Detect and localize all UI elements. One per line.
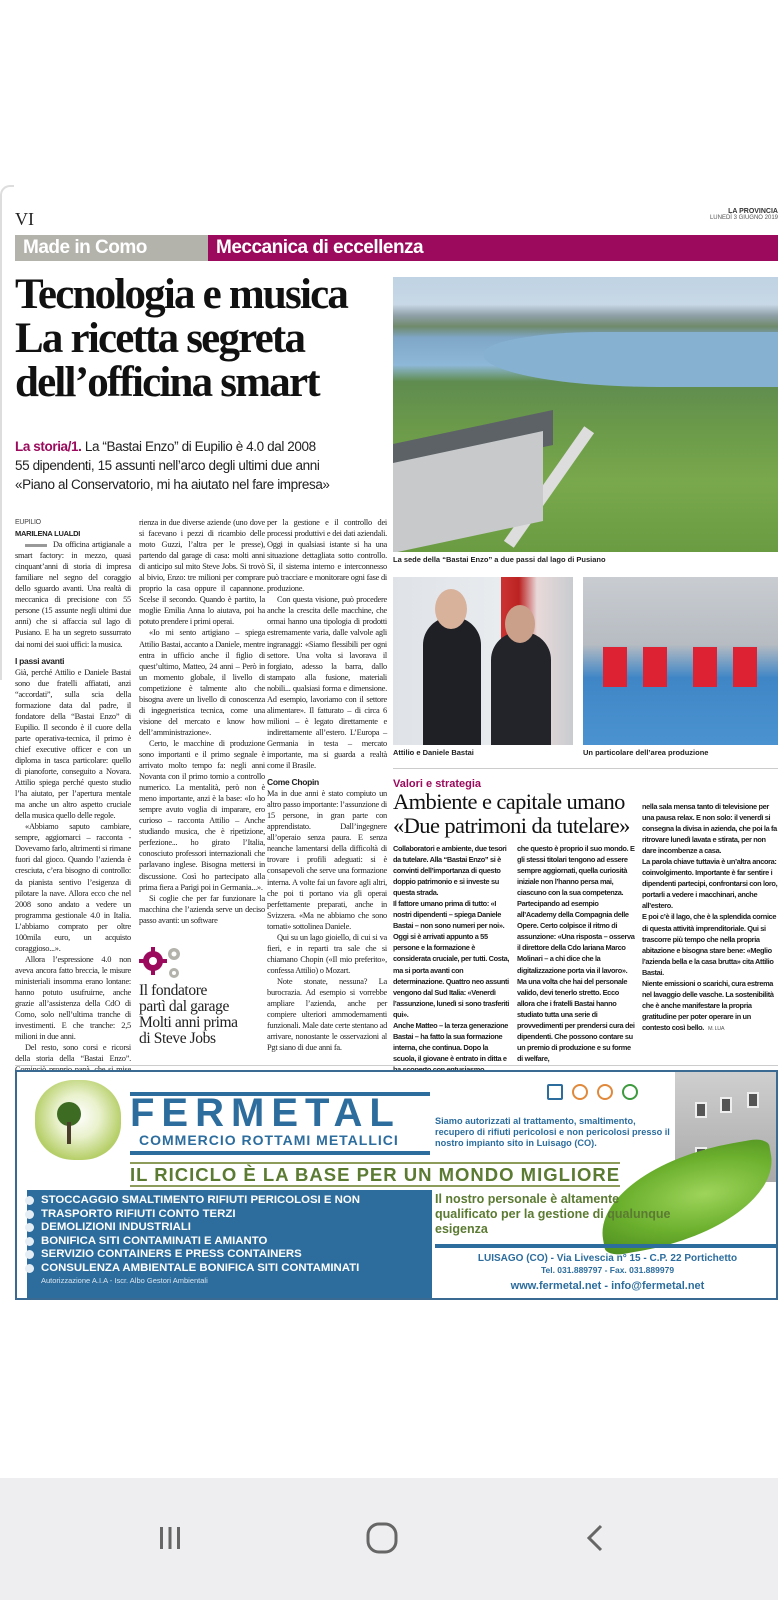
subtitle: Come Chopin (267, 777, 319, 788)
article2-column-3 (642, 801, 778, 1035)
gears-icon (139, 943, 189, 983)
ad-web[interactable]: www.fermetal.net - info@fermetal.net (510, 1280, 705, 1292)
paragraph: Del resto, sono corsi e ricorsi della storia della “Bastai Enzo”. (15, 1043, 131, 1064)
service-item: SERVIZIO CONTAINERS E PRESS CONTAINERS (41, 1248, 432, 1262)
paragraph: La parola chiave tuttavia è un’altra ancora: coinvolgimento. Importante è far sentire i dipendenti partecipi, confrontarsi con loro, portarli a vedere i macchinari, anche all’estero. (642, 857, 778, 911)
certification-badges (547, 1084, 638, 1100)
recent-apps-icon (155, 1523, 185, 1553)
headline-line: dell’officina smart (15, 359, 319, 406)
photo-factory-lake (393, 277, 778, 552)
newspaper-name: LA PROVINCIA (728, 208, 778, 215)
pull-quote-title (139, 983, 279, 1047)
article-column-3 (267, 517, 387, 1053)
service-item: BONIFICA SITI CONTAMINATI E AMIANTO (41, 1235, 432, 1249)
section-label: Made in Como (15, 235, 208, 261)
article-column-2 (139, 517, 265, 926)
masthead (710, 208, 778, 221)
paragraph: Il fattore umano prima di tutto: «I nostri dipendenti – spiega Daniele Bastai – non sono numeri per noi». Oggi si è arrivati appunto a 55 persone e la formazione è considerata cruciale, per tutti. Costa, ma si porta avanti con determinazione. Quattro neo assunti vengono dal Sud Italia: «Venerdì l’assunzione, lunedì si sono trasferiti qui». (393, 899, 510, 1019)
headline-line: La ricetta segreta (15, 315, 305, 362)
home-icon (364, 1520, 400, 1556)
article-column-1 (15, 517, 131, 1086)
headline-line: Tecnologia e musica (15, 271, 348, 318)
subtitle: I passi avanti (15, 655, 65, 666)
tree-trunk (67, 1122, 71, 1144)
back-button[interactable] (566, 1508, 626, 1568)
paragraph: Anche Matteo – la terza generazione Bastai – ha fatto la sua formazione interna, che continua. Dopo la scuola, il giovane è entrato in ditta e (393, 1020, 509, 1063)
back-icon (581, 1523, 611, 1553)
article2-column-2 (517, 843, 635, 1064)
photo-production-area (583, 577, 778, 745)
contact-rule (435, 1244, 778, 1248)
page-number: VI (15, 209, 34, 229)
article2-column-1 (393, 843, 511, 1075)
divider (393, 768, 778, 769)
ad-phone: Tel. 031.889797 - Fax. 031.889979 (540, 1265, 675, 1275)
ad-address: LUISAGO (CO) - Via Livescia n° 15 - C.P. 22 Portichetto (477, 1253, 738, 1264)
service-item: STOCCAGGIO SMALTIMENTO RIFIUTI PERICOLOSI E NON (41, 1194, 432, 1208)
brand-rule (130, 1151, 430, 1155)
android-navigation-bar (0, 1478, 778, 1600)
dateline: EUPILIO (15, 519, 41, 526)
ad-services-list (27, 1190, 432, 1300)
viewer-page-edge (0, 185, 14, 680)
paragraph: Certo, le macchine di produzione sono importanti e il primo segnale è arrivato molto tempo fa: negli anni Novanta con il primo tornio a controllo numerico. La mentalità, però non è meno importante, anzi è la base: «Io ho sempre avuto voglia di imparare, ero curioso – racconta Attilio – Anche studiando musica, che è ripetizione, perfezione... ho girato l’Italia, conosciuto professori internazionali che parlavano inglese. Bisogna mettersi in discussione. Così ho partecipato alla prima fiera a Parigi poi in Germania...». (139, 738, 265, 892)
iso-badge-icon (597, 1084, 613, 1100)
divider (15, 1065, 778, 1066)
paragraph: Si coglie che per far funzionare la macchina che l’azienda serve un deciso passo avanti: un software (139, 893, 265, 925)
iso-badge-icon (572, 1084, 588, 1100)
byline: MARILENA LUALDI (15, 529, 81, 539)
paragraph: «Io mi sento artigiano – spiega Attilio Bastai, accanto a Daniele, mentre entra in ufficio anche il figlio di quest’ultimo, Matteo, 24 anni – Però in un momento globale, il livello di competizione è talmente alto che bisogna avere un livello di conoscenza di ingegneristica tecnica, come una visione del mercato e know how dell’amministrazione». (139, 628, 265, 737)
paragraph: Note stonate, nessuna? La burocrazia. Ad esempio si vorrebbe ampliare l’azienda, anche per compiere ulteriori ammodernamenti funzionali. Male date certe stentano ad arrivare, nonostante le osservazioni al Pgt siano di due anni fa. (267, 976, 388, 1053)
paragraph: nella sala mensa tanto di televisione per una pausa relax. E non solo: il venerdì si consegna la divisa in azienda, che poi la fa ritrovare lunedì lavata e stirata, per non dare incombenze a casa. (642, 802, 777, 856)
ad-slogan: IL RICICLO È LA BASE PER UN MONDO MIGLIORE (130, 1164, 621, 1185)
photo-brothers (393, 577, 573, 745)
paragraph: che questo è proprio il suo mondo. E gli stessi titolari tengono ad essere sempre aggiornati, quella curiosità iniziale non l’hanno persa mai, ciascuno con la sua competenza. Partecipando ad esempio all’Academy della Compagnia delle Opere. Certo colpisce il ritmo di assunzione: «Una risposta – osserva il direttore della Cdo lariana Marco Molinari – a chi dice che la digitalizzazione porta via il lavoro». Ma una volta che hai del personale valido, devi tenerlo stretto. Ecco allora che i fratelli Bastai hanno studiato tutta una serie di provvedimenti per prendersi cura dei dipendenti. Che possono contare su un premio di produzione e su forme di welfare, (517, 844, 635, 1063)
headline (393, 790, 643, 838)
pull-quote-line: partì dal garage (139, 998, 229, 1015)
services-note: Autorizzazione A.I.A - Iscr. Albo Gestori Ambientali (41, 1276, 208, 1285)
headline-line: «Due patrimoni da tutelare» (393, 813, 630, 838)
paragraph: Già, perché Attilio e Daniele Bastai sono due fratelli affiatati, anzi “accordati”, sulla scia della formazione data dal padre, il fondatore della “Bastai Enzo” di Eupilio. Il secondo è il cuore della parte operativa-tecnica, il primo è chief executive officer e con un diploma in tasca particolare: quello di pianoforte, conseguito a Novara. Attilio spiega perché questo studio l’ha aiutato, per l’apertura mentale ma anche un altro aspetto cruciale della musica quello delle regole. (15, 667, 131, 821)
headline-line: Ambiente e capitale umano (393, 789, 625, 814)
paragraph: Collaboratori e ambiente, due tesori da tutelare. Alla “Bastai Enzo” si è convinti dell’importanza di questo doppio patrimonio e si investe su questa strada. (393, 844, 507, 898)
ad-contact (435, 1252, 778, 1294)
advertisement-fermetal[interactable] (15, 1070, 778, 1300)
paragraph: rienza in due diverse aziende (uno dove si facevano i pezzi di ricambio delle moto Guzzi, l’altra per le presse), partendo dal garage di casa: molti anni di anticipo sul mito Steve Jobs. Si trovò al bivio, Enzo: tre milioni per comprare proprio la casa oppure il capannone. Scelse il secondo. Quando è partito, la moglie Emilia Anna lo aiutava, poi ha potuto prendere i primi operai. (139, 518, 265, 627)
paragraph: Niente emissioni o scarichi, cura estrema nel lavaggio delle vasche. La sostenibilità che è anche manifestare la propria gratitudine per poter operare in un contesto così bello. (642, 978, 774, 1032)
service-item: TRASPORTO RIFIUTI CONTO TERZI (41, 1208, 432, 1222)
section-bar (15, 235, 778, 261)
service-item: CONSULENZA AMBIENTALE BONIFICA SITI CONTAMINATI (41, 1262, 432, 1276)
paragraph: Ma in due anni è stato compiuto un altro passo importante: l’assunzione di 15 persone, in gran parte con apprendistato. Dall’ingegnere all’operaio senza paura. E senza neanche lamentarsi della difficoltà di trovare i profili adeguati: si è consapevoli che serve una formazione interna. A volte fai un favore agli altri, che poi ti portano via gli operai perfettamente preparati, anche in Svizzera. «Ma ne abbiamo che sono tornati» sottolinea Daniele. (267, 789, 387, 931)
kicker: Valori e strategia (393, 778, 482, 790)
subheadline (15, 437, 395, 494)
subhead-line: «Piano al Conservatorio, mi ha aiutato nel fare impresa» (15, 477, 330, 492)
ad-brand: FERMETAL (130, 1091, 401, 1135)
paragraph: Da officina artigianale a smart factory: in mezzo, quasi cinquant’anni di storia di impresa familiare nel segno del coraggio dello sguardo avanti. Una realtà di meccanica di precisione con 55 persone (15 assunte negli ultimi due anni) che si affaccia sul lago di Pusiano. E ha un segreto sussurrato dai nomi dei suoi uffici: la musica. (15, 540, 131, 649)
newspaper-page[interactable] (15, 205, 778, 1330)
paragraph: «Abbiamo saputo cambiare, sempre, aggiornarci – racconta - Dovevamo farlo, altrimenti si rimane fuori dal gioco. Quando l’azienda è cresciuta, c’era bisogno di controllo: da pianista sentivo l’esigenza di pilotare la nave. Allora ecco che nel 2008 sono andato a vedere un programma gestionale 4.0 in Italia. L’abbiamo comprato per oltre 100mila euro, un acquisto coraggioso...». (15, 822, 131, 953)
emas-badge-icon (547, 1084, 563, 1100)
paragraph: per la gestione e il controllo dei processi produttivi e dei dati aziendali. Oggi in qualsiasi istante si ha una situazione dettagliata sotto controllo. Sì, il sistema interno e interconnesso può tracciare e monitorare ogni fase di produzione. (267, 518, 387, 594)
subhead-line: La “Bastai Enzo” di Eupilio è 4.0 dal 2008 (81, 439, 316, 454)
service-item: DEMOLIZIONI INDUSTRIALI (41, 1221, 432, 1235)
subhead-line: 55 dipendenti, 15 assunti nell’arco degli ultimi due anni (15, 458, 320, 473)
photo-caption: Un particolare dell’area produzione (583, 748, 709, 757)
ad-staff-text: Il nostro personale è altamente qualificato per la gestione di qualunque esigenza (435, 1192, 671, 1236)
recycle-icon (622, 1084, 638, 1100)
home-button[interactable] (352, 1508, 412, 1568)
pull-quote-line: Il fondatore (139, 982, 207, 999)
kicker: La storia/1. (15, 439, 82, 454)
paragraph: Allora l’espressione 4.0 non aveva ancora fatto breccia, le misure ministeriali insomma erano lontane: hanno potuto usufruirne, anche grazie all’assistenza della CdO di Como, solo nell’ultima tranche di investimenti. E che tranche: 2,5 milioni in due anni. (15, 954, 131, 1042)
issue-date: LUNEDÌ 3 GIUGNO 2019 (709, 215, 778, 221)
headline (15, 273, 395, 405)
slogan-rule (130, 1185, 620, 1187)
author-signoff: M. LUA (708, 1025, 725, 1032)
paragraph: Con questa visione, può procedere anche la crescita delle macchine, che ormai hanno una tipologia di prodotti estremamente varia, dalle valvole agli ingranaggi: «Siamo flessibili per ogni settore. Una volta si lavorava il forgiato, adesso la barra, dallo stampato alla fusione, materiali nobili... qualsiasi forma e dimensione. Ad esempio, lavoriamo con il settore alimentare». Il fatturato – di circa 6 milioni – è legato direttamente e indirettamente all’estero. L’Europa – Germania in testa – mercato importante, ma si guarda a realtà come il Brasile. (267, 595, 387, 771)
photo-caption: Attilio e Daniele Bastai (393, 748, 474, 757)
recent-apps-button[interactable] (140, 1508, 200, 1568)
pull-quote-line: di Steve Jobs (139, 1030, 216, 1047)
photo-caption: La sede della “Bastai Enzo” a due passi dal lago di Pusiano (393, 555, 606, 564)
ad-tagline: COMMERCIO ROTTAMI METALLICI (139, 1132, 399, 1148)
paragraph: E poi c’è il lago, che è la splendida cornice di questa attività imprenditoriale. Qui si trascorre più tempo che nella propria abitazione e bisogna stare bene: «Meglio l’azienda bella e la casa brutta» cita Attilio Bastai. (642, 912, 777, 977)
paragraph: Qui su un lago gioiello, di cui si va fieri, e in reparti tra sale che si chiamano Chopin («Il mio preferito», confessa Attilio) o Mozart. (267, 932, 387, 975)
ad-authorization-text: Siamo autorizzati al trattamento, smaltimento, recupero di rifiuti pericolosi e non pericolosi presso il nostro impianto sito in Luisago (CO). (435, 1116, 670, 1148)
subsection-label: Meccanica di eccellenza (208, 235, 778, 261)
pull-quote-line: Molti anni prima (139, 1014, 238, 1031)
